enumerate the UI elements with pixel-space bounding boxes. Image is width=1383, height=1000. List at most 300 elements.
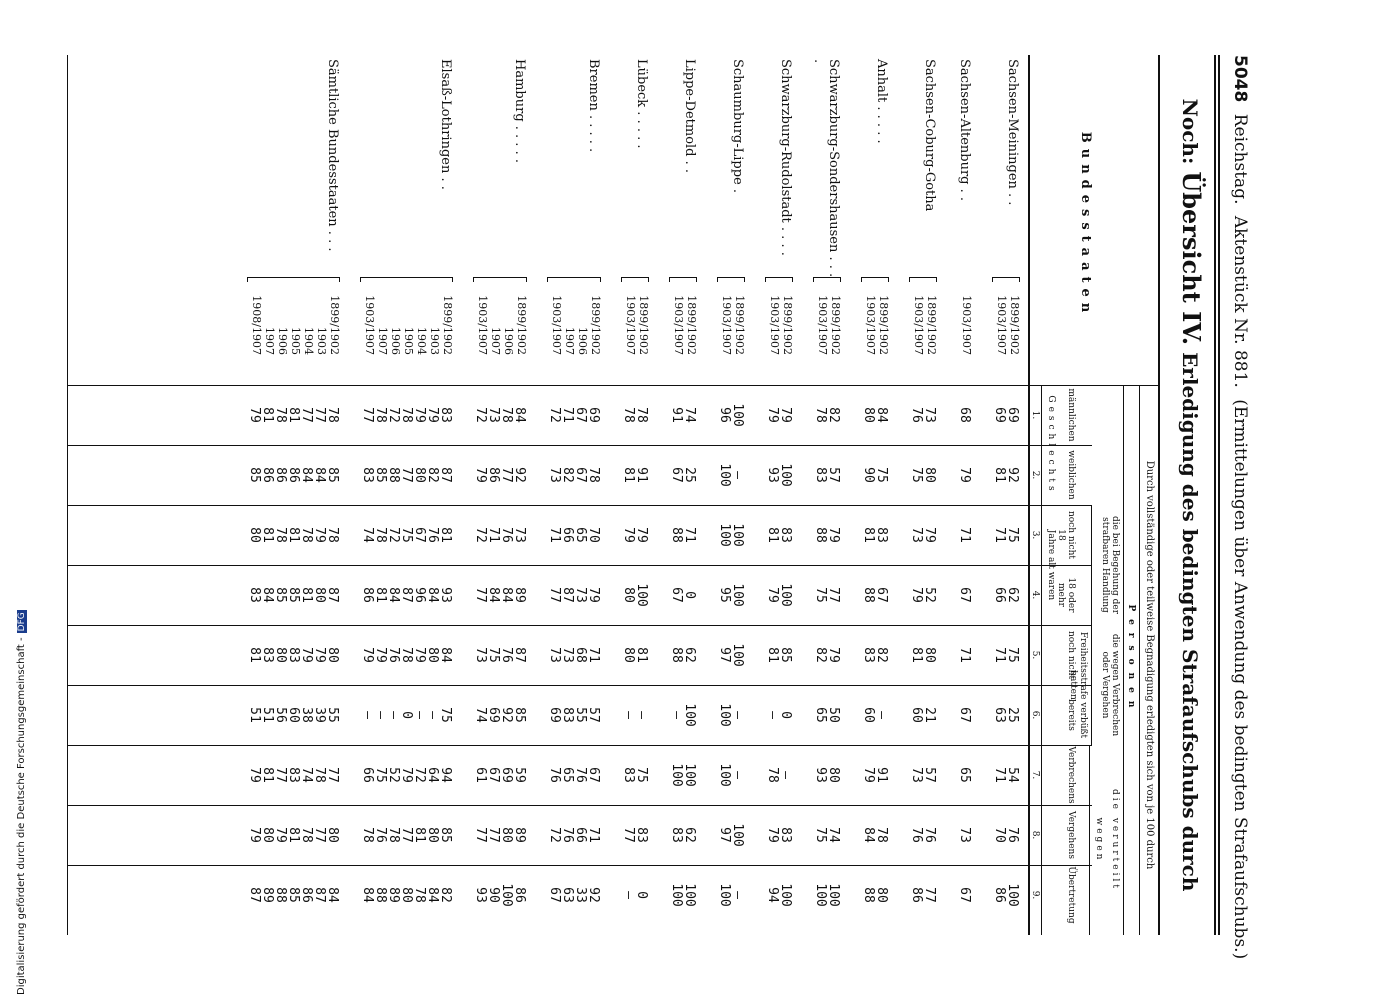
period-label: 1907 <box>489 327 502 355</box>
state-name: Anhalt . . . . . <box>874 59 889 144</box>
column-number: 9. <box>1030 890 1040 900</box>
table-cell: 64 <box>425 767 440 783</box>
table-cell: 83 <box>874 527 889 543</box>
table-cell: 90 <box>861 467 876 483</box>
header-source: Reichstag. <box>1230 113 1250 205</box>
table-cell: 81 <box>765 527 780 543</box>
column-label: noch nicht 18 <box>1056 510 1076 560</box>
table-row <box>922 385 937 925</box>
header-rule-e <box>1041 385 1042 935</box>
table-cell: 78 <box>499 407 514 423</box>
table-cell: 21 <box>922 707 937 723</box>
header-rule-b <box>1123 385 1124 935</box>
table-cell: 69 <box>547 707 562 723</box>
table-cell: 79 <box>247 767 262 783</box>
table-cell: 80 <box>325 647 340 663</box>
table-cell: 75 <box>438 707 453 723</box>
table-cell: 82 <box>560 467 575 483</box>
table-cell: 71 <box>682 527 697 543</box>
table-cell: 82 <box>874 647 889 663</box>
table-cell: 89 <box>386 887 401 903</box>
column-number: 2. <box>1030 470 1040 480</box>
column-label: noch nicht <box>1066 630 1076 680</box>
page-number: 5048 <box>1230 55 1250 103</box>
column-number: 7. <box>1030 770 1040 780</box>
header-subject: (Ermittelungen über Anwendung des bedingten Strafaufschubs.) <box>1230 399 1250 960</box>
period-label: 1903/1907 <box>550 295 563 355</box>
table-cell: 75 <box>874 467 889 483</box>
table-cell: 73 <box>922 407 937 423</box>
period-label: 1899/1902 <box>589 295 602 355</box>
table-cell: 80 <box>425 827 440 843</box>
column-label: weiblichen <box>1066 450 1076 500</box>
table-cell: 76 <box>922 827 937 843</box>
table-cell: 96 <box>412 587 427 603</box>
table-cell: 88 <box>861 587 876 603</box>
table-cell: 72 <box>412 767 427 783</box>
table-cell: — <box>425 711 440 719</box>
table-cell: 84 <box>425 587 440 603</box>
table-cell: 78 <box>386 827 401 843</box>
table-cell: 74 <box>682 407 697 423</box>
table-cell: 88 <box>373 887 388 903</box>
table-cell: 81 <box>373 587 388 603</box>
table-cell: 68 <box>957 407 972 423</box>
table-cell: 78 <box>273 527 288 543</box>
table-cell: 83 <box>260 647 275 663</box>
table-cell: 100 <box>778 463 793 487</box>
table-cell: 67 <box>412 527 427 543</box>
table-cell: 77 <box>486 827 501 843</box>
table-cell: 86 <box>299 887 314 903</box>
table-cell: 93 <box>473 887 488 903</box>
period-label: 1903/1907 <box>995 295 1008 355</box>
table-row <box>634 385 649 925</box>
table-cell: 100 <box>778 583 793 607</box>
table-cell: 84 <box>425 887 440 903</box>
state-name: Schaumburg-Lippe . <box>730 59 745 194</box>
table-cell: 79 <box>861 767 876 783</box>
table-cell: 81 <box>299 587 314 603</box>
table-cell: 78 <box>273 407 288 423</box>
group-brace <box>547 277 601 282</box>
table-cell: 0 <box>634 891 649 899</box>
table-cell: 84 <box>325 887 340 903</box>
table-cell: 87 <box>512 647 527 663</box>
table-cell: 80 <box>247 527 262 543</box>
table-cell: 80 <box>922 467 937 483</box>
table-cell: 79 <box>765 827 780 843</box>
table-cell: 77 <box>399 827 414 843</box>
table-cell: 76 <box>1005 827 1020 843</box>
table-cell: 83 <box>286 647 301 663</box>
table-cell: 94 <box>765 887 780 903</box>
table-row <box>861 385 876 925</box>
table-cell: 74 <box>299 767 314 783</box>
table-cell: 79 <box>765 407 780 423</box>
period-label: 1903/1907 <box>912 295 925 355</box>
table-row <box>1005 385 1020 925</box>
table-row <box>360 385 375 925</box>
table-cell: 83 <box>669 827 684 843</box>
table-cell: 69 <box>992 407 1007 423</box>
table-cell: 0 <box>682 591 697 599</box>
period-label: 1907 <box>376 327 389 355</box>
period-label: 1903/1907 <box>476 295 489 355</box>
table-cell: 81 <box>621 467 636 483</box>
table-cell: 79 <box>957 467 972 483</box>
period-label: 1899/1902 <box>1008 295 1021 355</box>
table-cell: 75 <box>373 767 388 783</box>
table-cell: 83 <box>778 827 793 843</box>
table-cell: — <box>730 711 745 719</box>
table-cell: 94 <box>438 767 453 783</box>
table-cell: — <box>621 711 636 719</box>
header-rule-2 <box>1214 55 1216 935</box>
table-cell: 72 <box>386 527 401 543</box>
table-cell: 78 <box>325 407 340 423</box>
table-cell: 80 <box>922 647 937 663</box>
footer-text <box>16 610 27 995</box>
table-cell: 84 <box>438 647 453 663</box>
table-cell: 89 <box>512 587 527 603</box>
table-cell: 79 <box>412 407 427 423</box>
table-cell: 38 <box>299 707 314 723</box>
table-cell: 79 <box>373 647 388 663</box>
title-prefix: Noch: <box>1178 98 1202 165</box>
period-label: 1903/1907 <box>672 295 685 355</box>
period-label: 1903 <box>428 327 441 355</box>
table-cell: 69 <box>1005 407 1020 423</box>
table-cell: 73 <box>957 827 972 843</box>
table-cell: 92 <box>512 467 527 483</box>
title-rest: Erledigung des bedingten Strafaufschubs durch <box>1178 352 1202 892</box>
table-cell: 79 <box>247 407 262 423</box>
table-row <box>499 385 514 925</box>
table-cell: 73 <box>547 647 562 663</box>
period-label: 1903/1907 <box>816 295 829 355</box>
table-row <box>412 385 427 925</box>
table-cell: 69 <box>486 707 501 723</box>
table-cell: 67 <box>573 407 588 423</box>
table-cell: 87 <box>312 887 327 903</box>
table-cell: 65 <box>813 707 828 723</box>
table-cell: 81 <box>247 647 262 663</box>
table-cell: 81 <box>412 827 427 843</box>
table-cell: 86 <box>512 887 527 903</box>
column-label: Vergehens <box>1066 811 1076 859</box>
table-cell: 93 <box>438 587 453 603</box>
table-cell: 81 <box>260 767 275 783</box>
table-cell: 100 <box>730 403 745 427</box>
table-cell: 85 <box>247 467 262 483</box>
table-cell: 100 <box>778 883 793 907</box>
table-cell: 79 <box>273 827 288 843</box>
table-cell: 79 <box>399 767 414 783</box>
group-because: wegen <box>1094 817 1104 863</box>
table-cell: 63 <box>560 887 575 903</box>
group-age-bottom: Jahre alt waren <box>1046 529 1056 601</box>
table-cell: 87 <box>399 587 414 603</box>
table-cell: 79 <box>922 527 937 543</box>
table-cell: 72 <box>473 527 488 543</box>
table-cell: 86 <box>273 467 288 483</box>
table-row <box>247 385 262 925</box>
group-age-top: die bei Begehung der strafbaren Handlung <box>1100 515 1120 615</box>
table-cell: 73 <box>573 587 588 603</box>
table-cell: 84 <box>512 407 527 423</box>
state-name: Lippe-Detmold . . <box>682 59 697 174</box>
group-brace <box>360 277 453 282</box>
table-cell: 100 <box>682 703 697 727</box>
table-cell: 81 <box>286 407 301 423</box>
table-cell: 83 <box>778 527 793 543</box>
table-cell: 79 <box>586 587 601 603</box>
period-label: 1904 <box>415 327 428 355</box>
table-cell: 77 <box>826 587 841 603</box>
table-cell: 84 <box>486 587 501 603</box>
table-cell: 81 <box>260 527 275 543</box>
table-cell: 52 <box>386 767 401 783</box>
table-cell: 89 <box>260 887 275 903</box>
table-cell: 84 <box>299 467 314 483</box>
table-row <box>717 385 732 925</box>
table-cell: 92 <box>586 887 601 903</box>
table-cell: 80 <box>312 587 327 603</box>
table-cell: 66 <box>573 827 588 843</box>
period-label: 1903/1907 <box>960 295 973 355</box>
table-cell: 93 <box>765 467 780 483</box>
column-label: männlichen <box>1066 388 1076 442</box>
table-row <box>669 385 684 925</box>
table-cell: 79 <box>412 647 427 663</box>
column-number: 5. <box>1030 650 1040 660</box>
table-cell: 66 <box>992 587 1007 603</box>
table-row <box>730 385 745 925</box>
table-cell: 78 <box>299 827 314 843</box>
period-label: 1906 <box>389 327 402 355</box>
table-cell: 100 <box>682 763 697 787</box>
statistics-table <box>60 55 1160 935</box>
table-cell: 81 <box>260 407 275 423</box>
period-label: 1907 <box>263 327 276 355</box>
table-cell: 75 <box>1005 647 1020 663</box>
group-sex: Geschlechts <box>1046 395 1056 495</box>
table-cell: 83 <box>813 467 828 483</box>
table-cell: 77 <box>547 587 562 603</box>
period-label: 1899/1902 <box>877 295 890 355</box>
table-cell: 78 <box>360 827 375 843</box>
table-cell: 79 <box>634 527 649 543</box>
table-cell: 96 <box>717 407 732 423</box>
group-prior-top: die wegen Verbrechen oder Vergehen <box>1100 633 1120 737</box>
table-cell: 76 <box>386 647 401 663</box>
table-row <box>957 385 972 925</box>
group-brace <box>813 277 841 282</box>
table-cell: 81 <box>992 467 1007 483</box>
table-cell: 71 <box>586 827 601 843</box>
table-cell: 25 <box>682 467 697 483</box>
table-cell: 84 <box>260 587 275 603</box>
period-label: 1903 <box>315 327 328 355</box>
state-name: Bremen . . . . . <box>586 59 601 153</box>
table-cell: 67 <box>573 467 588 483</box>
table-cell: 72 <box>473 407 488 423</box>
table-cell: — <box>778 771 793 779</box>
table-cell: 76 <box>909 827 924 843</box>
table-row <box>560 385 575 925</box>
table-cell: 79 <box>360 647 375 663</box>
table-cell: 77 <box>273 767 288 783</box>
table-cell: 65 <box>560 767 575 783</box>
table-cell: 100 <box>730 823 745 847</box>
table-cell: 78 <box>621 407 636 423</box>
table-row <box>512 385 527 925</box>
table-cell: 100 <box>826 883 841 907</box>
table-row <box>586 385 601 925</box>
table-cell: 77 <box>399 467 414 483</box>
table-cell: — <box>621 891 636 899</box>
table-cell: 79 <box>312 647 327 663</box>
period-label: 1899/1902 <box>733 295 746 355</box>
table-row <box>399 385 414 925</box>
table-row <box>373 385 388 925</box>
table-cell: 57 <box>922 767 937 783</box>
state-name: Sachsen-Meiningen . . <box>1005 59 1020 206</box>
table-cell: 80 <box>621 647 636 663</box>
table-cell: 72 <box>547 827 562 843</box>
period-label: 1899/1902 <box>328 295 341 355</box>
table-cell: 86 <box>992 887 1007 903</box>
period-label: 1903/1907 <box>624 295 637 355</box>
table-cell: 83 <box>247 587 262 603</box>
table-cell: 83 <box>621 767 636 783</box>
table-cell: 79 <box>778 407 793 423</box>
table-row <box>312 385 327 925</box>
table-cell: 62 <box>1005 587 1020 603</box>
table-row <box>621 385 636 925</box>
table-cell: 77 <box>621 827 636 843</box>
table-cell: 78 <box>373 527 388 543</box>
table-cell: 57 <box>586 707 601 723</box>
table-cell: 77 <box>325 767 340 783</box>
group-brace <box>621 277 649 282</box>
table-cell: 76 <box>425 527 440 543</box>
stub-header: Bundesstaaten <box>1078 131 1093 319</box>
table-cell: 86 <box>486 467 501 483</box>
table-cell: 100 <box>717 463 732 487</box>
group-brace <box>992 277 1020 282</box>
table-cell: 62 <box>682 647 697 663</box>
table-cell: 100 <box>813 883 828 907</box>
table-cell: 82 <box>438 887 453 903</box>
table-row <box>273 385 288 925</box>
table-cell: 79 <box>826 647 841 663</box>
period-label: 1903/1907 <box>720 295 733 355</box>
table-cell: 89 <box>512 827 527 843</box>
table-cell: 73 <box>560 647 575 663</box>
state-name: Elsaß-Lothringen . . <box>438 59 453 190</box>
period-label: 1899/1902 <box>441 295 454 355</box>
state-name: Schwarzburg-Rudolstadt . . . . <box>778 59 793 256</box>
period-label: 1906 <box>576 327 589 355</box>
table-cell: 76 <box>909 407 924 423</box>
table-cell: 66 <box>560 527 575 543</box>
persons-header: Personen <box>1126 604 1136 716</box>
table-cell: 82 <box>425 467 440 483</box>
group-brace <box>909 277 937 282</box>
table-cell: 63 <box>992 707 1007 723</box>
table-cell: 0 <box>399 711 414 719</box>
table-cell: 80 <box>826 767 841 783</box>
table-cell: 76 <box>499 527 514 543</box>
table-cell: 81 <box>765 647 780 663</box>
table-cell: 71 <box>957 527 972 543</box>
table-cell: — <box>730 891 745 899</box>
table-cell: 67 <box>957 587 972 603</box>
table-cell: 74 <box>360 527 375 543</box>
table-cell: 97 <box>717 647 732 663</box>
table-cell: 100 <box>717 703 732 727</box>
table-row <box>992 385 1007 925</box>
table-cell: 92 <box>499 707 514 723</box>
table-cell: 52 <box>922 587 937 603</box>
group-prior-bottom: Freiheitsstrafe verbüßt hatten <box>1068 631 1088 739</box>
table-cell: 76 <box>499 647 514 663</box>
state-name: Schwarzburg-Sondershausen . . . . <box>811 59 841 278</box>
table-cell: 79 <box>909 587 924 603</box>
column-number: 8. <box>1030 830 1040 840</box>
table-cell: 76 <box>560 827 575 843</box>
table-cell: 80 <box>325 827 340 843</box>
table-cell: 81 <box>861 527 876 543</box>
table-cell: 82 <box>826 407 841 423</box>
table-cell: 88 <box>273 887 288 903</box>
table-cell: 81 <box>634 647 649 663</box>
table-cell: 90 <box>486 887 501 903</box>
table-cell: 100 <box>1005 883 1020 907</box>
table-cell: 85 <box>325 467 340 483</box>
table-cell: 65 <box>957 767 972 783</box>
period-label: 1903/1907 <box>864 295 877 355</box>
table-cell: 80 <box>273 647 288 663</box>
table-cell: 80 <box>425 647 440 663</box>
table-cell: 91 <box>634 467 649 483</box>
table-cell: — <box>360 711 375 719</box>
group-brace <box>247 277 340 282</box>
table-cell: 86 <box>286 467 301 483</box>
table-cell: 67 <box>547 887 562 903</box>
table-cell: 75 <box>1005 527 1020 543</box>
table-cell: 85 <box>512 707 527 723</box>
table-cell: 77 <box>360 407 375 423</box>
table-row <box>765 385 780 925</box>
table-cell: 75 <box>634 767 649 783</box>
table-cell: 79 <box>621 527 636 543</box>
table-cell: 83 <box>286 767 301 783</box>
table-cell: 100 <box>730 583 745 607</box>
table-cell: 54 <box>1005 767 1020 783</box>
period-label: 1905 <box>289 327 302 355</box>
table-cell: 84 <box>312 467 327 483</box>
table-cell: — <box>634 711 649 719</box>
table-cell: 84 <box>499 587 514 603</box>
table-cell: 80 <box>621 587 636 603</box>
table-cell: 72 <box>547 407 562 423</box>
table-row <box>260 385 275 925</box>
table-cell: 100 <box>634 583 649 607</box>
table-cell: 60 <box>286 707 301 723</box>
